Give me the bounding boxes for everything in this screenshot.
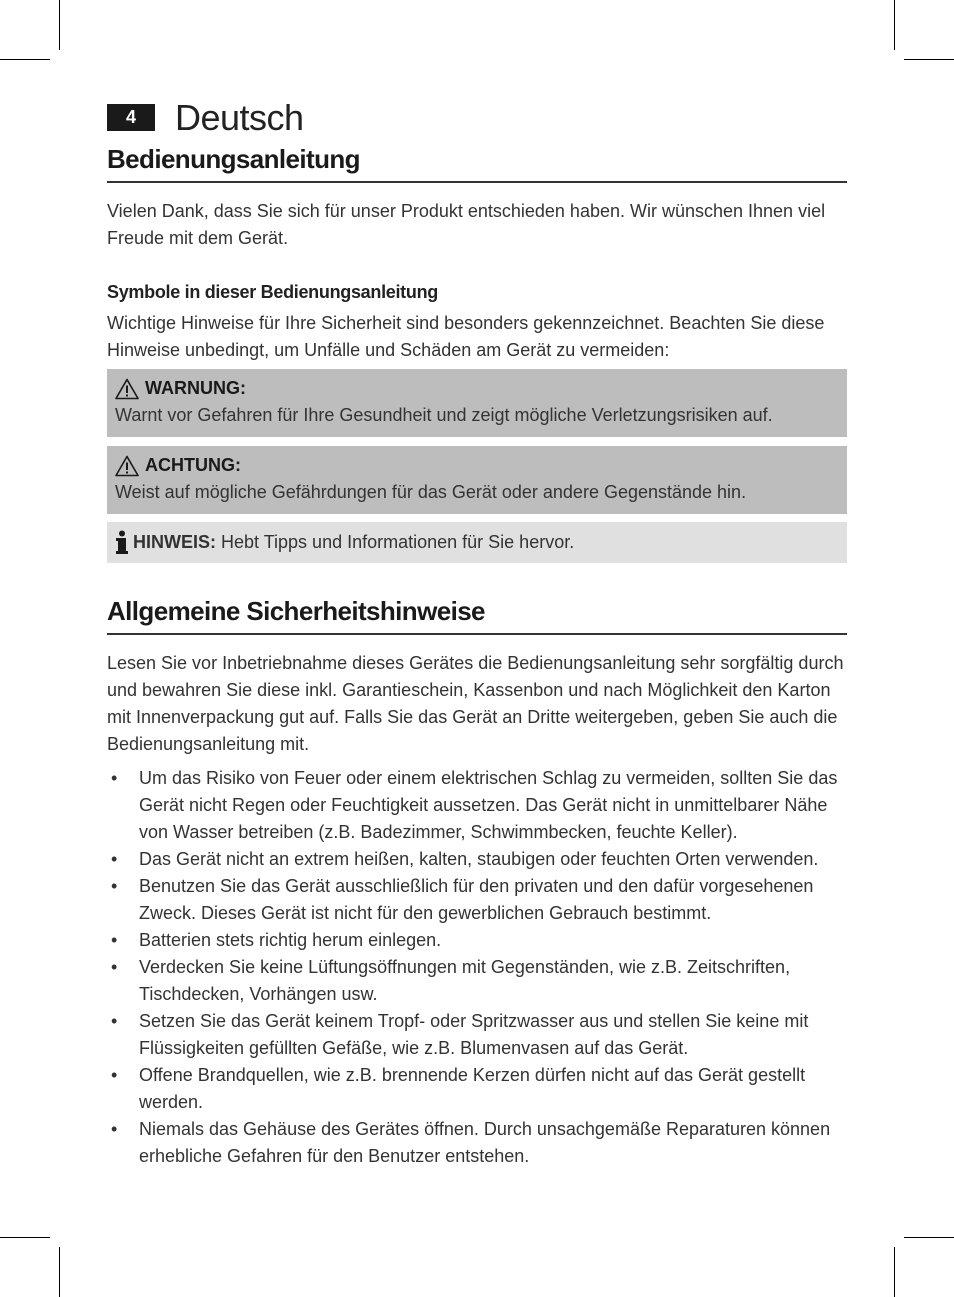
info-icon (115, 530, 129, 556)
caution-label: ACHTUNG: (145, 455, 241, 475)
list-item: • Benutzen Sie das Gerät ausschließlich für den privaten und den dafür vorgesehenen Zweck. Dieses Gerät ist nicht für den gewerblichen Gebrauch bestimmt. (107, 873, 847, 927)
bullet-dot: • (111, 768, 118, 788)
section-title-safety: Allgemeine Sicherheitshinweise (107, 596, 847, 635)
crop-mark (904, 1237, 954, 1238)
bullet-dot: • (111, 1119, 118, 1139)
crop-mark (59, 0, 60, 50)
caution-text: Weist auf mögliche Gefährdungen für das Gerät oder andere Gegenstände hin. (115, 482, 747, 502)
page-header (107, 96, 707, 140)
symbols-heading: Symbole in dieser Bedienungsanleitung (107, 282, 438, 302)
manual-intro: Vielen Dank, dass Sie sich für unser Produkt entschieden haben. Wir wünschen Ihnen viel Freude mit dem Gerät. (107, 201, 826, 248)
list-item: • Verdecken Sie keine Lüftungsöffnungen mit Gegenständen, wie z.B. Zeitschriften, Tischdecken, Vorhängen usw. (107, 954, 847, 1008)
language-title: Deutsch (175, 97, 304, 138)
symbols-text: Wichtige Hinweise für Ihre Sicherheit sind besonders gekennzeichnet. Beachten Sie diese Hinweise unbedingt, um Unfälle und Schäden am Gerät zu vermeiden: (107, 313, 825, 360)
list-item: • Niemals das Gehäuse des Gerätes öffnen. Durch unsachgemäße Reparaturen können erhebliche Gefahren für den Benutzer entstehen. (107, 1116, 847, 1170)
bullet-dot: • (111, 930, 118, 950)
warning-label: WARNUNG: (145, 378, 246, 398)
crop-mark (904, 59, 954, 60)
safety-bullet-list (107, 765, 847, 1170)
hint-text: Hebt Tipps und Informationen für Sie hervor. (221, 532, 575, 552)
bullet-dot: • (111, 1011, 118, 1031)
list-item: • Das Gerät nicht an extrem heißen, kalten, staubigen oder feuchten Orten verwenden. (107, 846, 847, 873)
warning-triangle-icon (115, 455, 139, 477)
warning-notice (107, 369, 847, 437)
page-number: 4 (107, 104, 155, 131)
warning-text: Warnt vor Gefahren für Ihre Gesundheit und zeigt mögliche Verletzungsrisiken auf. (115, 405, 773, 425)
hint-label: HINWEIS: (133, 532, 216, 552)
bullet-dot: • (111, 1065, 118, 1085)
section-title-manual: Bedienungsanleitung (107, 144, 847, 183)
crop-mark (0, 1237, 50, 1238)
list-item: • Um das Risiko von Feuer oder einem elektrischen Schlag zu vermeiden, sollten Sie das Gerät nicht Regen oder Feuchtigkeit aussetzen. Das Gerät nicht in unmittelbarer Nähe von Wasser betreiben (z.B. Badezimmer, Schwimmbecken, feuchte Keller). (107, 765, 847, 846)
warning-triangle-icon (115, 378, 139, 400)
bullet-dot: • (111, 957, 118, 977)
list-item: • Offene Brandquellen, wie z.B. brennende Kerzen dürfen nicht auf das Gerät gestellt werden. (107, 1062, 847, 1116)
list-item: • Batterien stets richtig herum einlegen. (107, 927, 847, 954)
crop-mark (894, 0, 895, 50)
hint-notice (107, 522, 847, 563)
bullet-dot: • (111, 849, 118, 869)
bullet-dot: • (111, 876, 118, 896)
safety-intro: Lesen Sie vor Inbetriebnahme dieses Gerätes die Bedienungsanleitung sehr sorgfältig durch und bewahren Sie diese inkl. Garantieschein, Kassenbon und nach Möglichkeit den Karton mit Innenverpackung gut auf. Falls Sie das Gerät an Dritte weitergeben, geben Sie auch die Bedienungsanleitung mit. (107, 653, 844, 754)
crop-mark (59, 1247, 60, 1297)
list-item: • Setzen Sie das Gerät keinem Tropf- oder Spritzwasser aus und stellen Sie keine mit Flüssigkeiten gefüllten Gefäße, wie z.B. Blumenvasen auf das Gerät. (107, 1008, 847, 1062)
crop-mark (894, 1247, 895, 1297)
crop-mark (0, 59, 50, 60)
caution-notice (107, 446, 847, 514)
